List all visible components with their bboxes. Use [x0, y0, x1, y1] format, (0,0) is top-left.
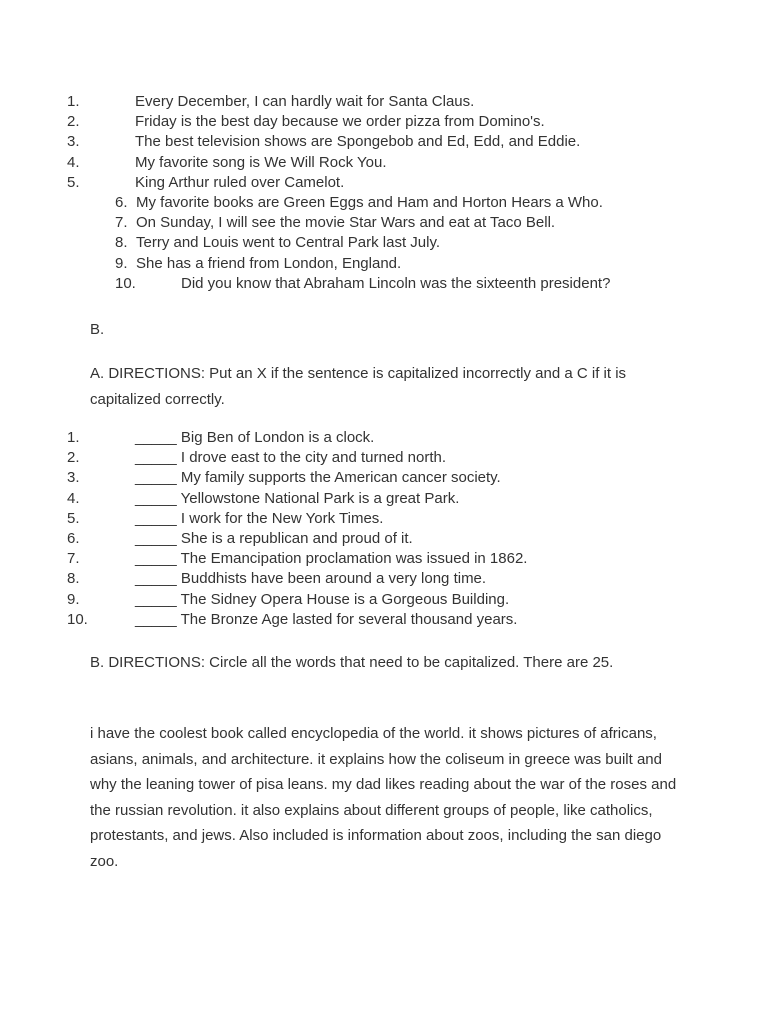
item-text: _____ She is a republican and proud of it.	[135, 529, 413, 547]
item-text: _____ The Sidney Opera House is a Gorgeous Building.	[135, 590, 510, 608]
list-item	[0, 569, 768, 589]
list-item	[0, 448, 768, 468]
item-text: On Sunday, I will see the movie Star Wars and eat at Taco Bell.	[136, 214, 556, 232]
item-number: 4.	[67, 153, 80, 171]
item-number: 9.	[115, 254, 128, 272]
item-number: 7.	[115, 214, 128, 232]
list-item	[0, 549, 768, 569]
item-text: _____ Big Ben of London is a clock.	[135, 429, 375, 446]
list-item	[0, 153, 768, 173]
item-text: _____ I work for the New York Times.	[135, 509, 384, 527]
directions-a: A. DIRECTIONS: Put an X if the sentence is capitalized incorrectly and a C if it is capitalized correctly.	[90, 365, 627, 408]
item-number: 5.	[67, 509, 80, 527]
list-item	[0, 529, 768, 549]
item-text: Every December, I can hardly wait for Santa Claus.	[135, 93, 475, 110]
item-number: 10.	[67, 610, 88, 628]
item-number: 1.	[67, 429, 80, 446]
item-number: 5.	[67, 173, 80, 191]
item-number: 2.	[67, 113, 80, 131]
list-item	[0, 590, 768, 610]
item-number: 3.	[67, 133, 80, 151]
passage-paragraph: i have the coolest book called encyclopedia of the world. it shows pictures of africans, asians, animals, and architecture. it explains how the coliseum in greece was built and why the leaning tower of pisa leans. my dad likes reading about the war of the roses and the russian revolution. it also explains about different groups of people, like catholics, protestants, and jews. Also included is information about zoos, including the san diego zoo.	[90, 725, 677, 870]
item-text: Friday is the best day because we order pizza from Domino's.	[135, 113, 545, 131]
list-item	[0, 489, 768, 509]
list-item	[0, 233, 768, 253]
item-number: 6.	[67, 529, 80, 547]
section-label: B.	[90, 321, 105, 338]
item-number: 1.	[67, 93, 80, 110]
list-item	[0, 428, 768, 448]
list-item	[0, 173, 768, 193]
item-number: 8.	[115, 234, 128, 252]
list-item	[0, 468, 768, 488]
list-item	[0, 254, 768, 274]
item-text: My favorite song is We Will Rock You.	[135, 153, 387, 171]
item-text: _____ My family supports the American cancer society.	[135, 469, 501, 487]
sentence-list-part-a	[0, 92, 768, 294]
sentence-list-part-b	[0, 428, 768, 630]
item-text: _____ Yellowstone National Park is a great Park.	[135, 489, 460, 507]
list-item	[0, 92, 768, 112]
item-number: 3.	[67, 469, 80, 487]
item-number: 7.	[67, 550, 80, 568]
item-number: 8.	[67, 570, 80, 588]
item-text: _____ The Bronze Age lasted for several thousand years.	[135, 610, 518, 628]
item-text: King Arthur ruled over Camelot.	[135, 173, 345, 191]
item-number: 6.	[115, 193, 128, 211]
item-text: Did you know that Abraham Lincoln was the sixteenth president?	[181, 274, 611, 292]
item-text: My favorite books are Green Eggs and Ham and Horton Hears a Who.	[136, 193, 603, 211]
list-item	[0, 509, 768, 529]
item-text: Terry and Louis went to Central Park last July.	[136, 234, 441, 252]
item-text: The best television shows are Spongebob and Ed, Edd, and Eddie.	[135, 133, 581, 151]
list-item	[0, 213, 768, 233]
directions-b: B. DIRECTIONS: Circle all the words that need to be capitalized. There are 25.	[90, 654, 614, 671]
list-item	[0, 610, 768, 630]
item-text: _____ Buddhists have been around a very long time.	[135, 570, 487, 588]
list-item	[0, 132, 768, 152]
item-text: She has a friend from London, England.	[136, 254, 402, 272]
list-item	[0, 274, 768, 294]
item-text: _____ The Emancipation proclamation was issued in 1862.	[135, 550, 528, 568]
item-number: 9.	[67, 590, 80, 608]
list-item	[0, 112, 768, 132]
item-number: 2.	[67, 449, 80, 467]
item-text: _____ I drove east to the city and turned north.	[135, 449, 447, 467]
list-item	[0, 193, 768, 213]
item-number: 10.	[115, 274, 136, 292]
item-number: 4.	[67, 489, 80, 507]
